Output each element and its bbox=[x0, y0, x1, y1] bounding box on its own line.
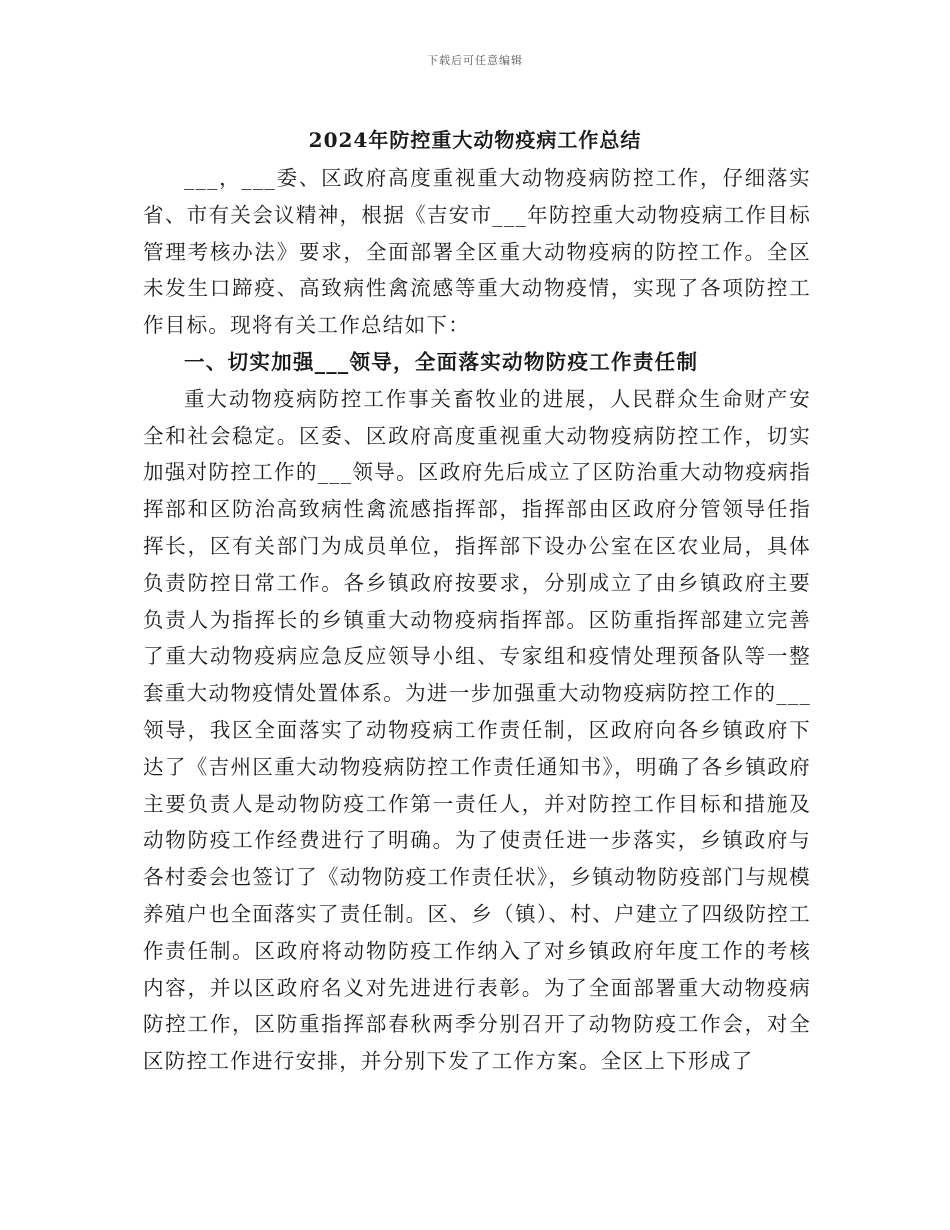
section-heading: 一、切实加强___领导，全面落实动物防疫工作责任制 bbox=[184, 349, 699, 374]
document-body bbox=[143, 160, 811, 1080]
intro-paragraph: ___，___委、区政府高度重视重大动物疫病防控工作，仔细落实省、市有关会议精神，根据《吉安市___年防控重大动物疫病工作目标管理考核办法》要求，全面部署全区重大动物疫病的防控工作。全区未发生口蹄疫、高致病性禽流感等重大动物疫情，实现了各项防控工作目标。现将有关工作总结如下： bbox=[143, 166, 811, 338]
document-title: 2024年防控重大动物疫病工作总结 bbox=[308, 128, 642, 152]
body-paragraph: 重大动物疫病防控工作事关畜牧业的进展，人民群众生命财产安全和社会稳定。区委、区政府高度重视重大动物疫病防控工作，切实加强对防控工作的___领导。区政府先后成立了区防治重大动物疫病指挥部和区防治高致病性禽流感指挥部，指挥部由区政府分管领导任指挥长，区有关部门为成员单位，指挥部下设办公室在区农业局，具体负责防控日常工作。各乡镇政府按要求，分别成立了由乡镇政府主要负责人为指挥长的乡镇重大动物疫病指挥部。区防重指挥部建立完善了重大动物疫病应急反应领导小组、专家组和疫情处理预备队等一整套重大动物疫情处置体系。为进一步加强重大动物疫病防控工作的___领导，我区全面落实了动物疫病工作责任制，区政府向各乡镇政府下达了《吉州区重大动物疫病防控工作责任通知书》，明确了各乡镇政府主要负责人是动物防疫工作第一责任人，并对防控工作目标和措施及动物防疫工作经费进行了明确。为了使责任进一步落实，乡镇政府与各村委会也签订了《动物防疫工作责任状》，乡镇动物防疫部门与规模养殖户也全面落实了责任制。区、乡（镇）、村、户建立了四级防控工作责任制。区政府将动物防疫工作纳入了对乡镇政府年度工作的考核内容，并以区政府名义对先进进行表彰。为了全面部署重大动物疫病防控工作，区防重指挥部春秋两季分别召开了动物防疫工作会，对全区防控工作进行安排，并分别下发了工作方案。全区上下形成了 bbox=[143, 386, 811, 1074]
header-note: 下载后可任意编辑 bbox=[427, 54, 523, 67]
